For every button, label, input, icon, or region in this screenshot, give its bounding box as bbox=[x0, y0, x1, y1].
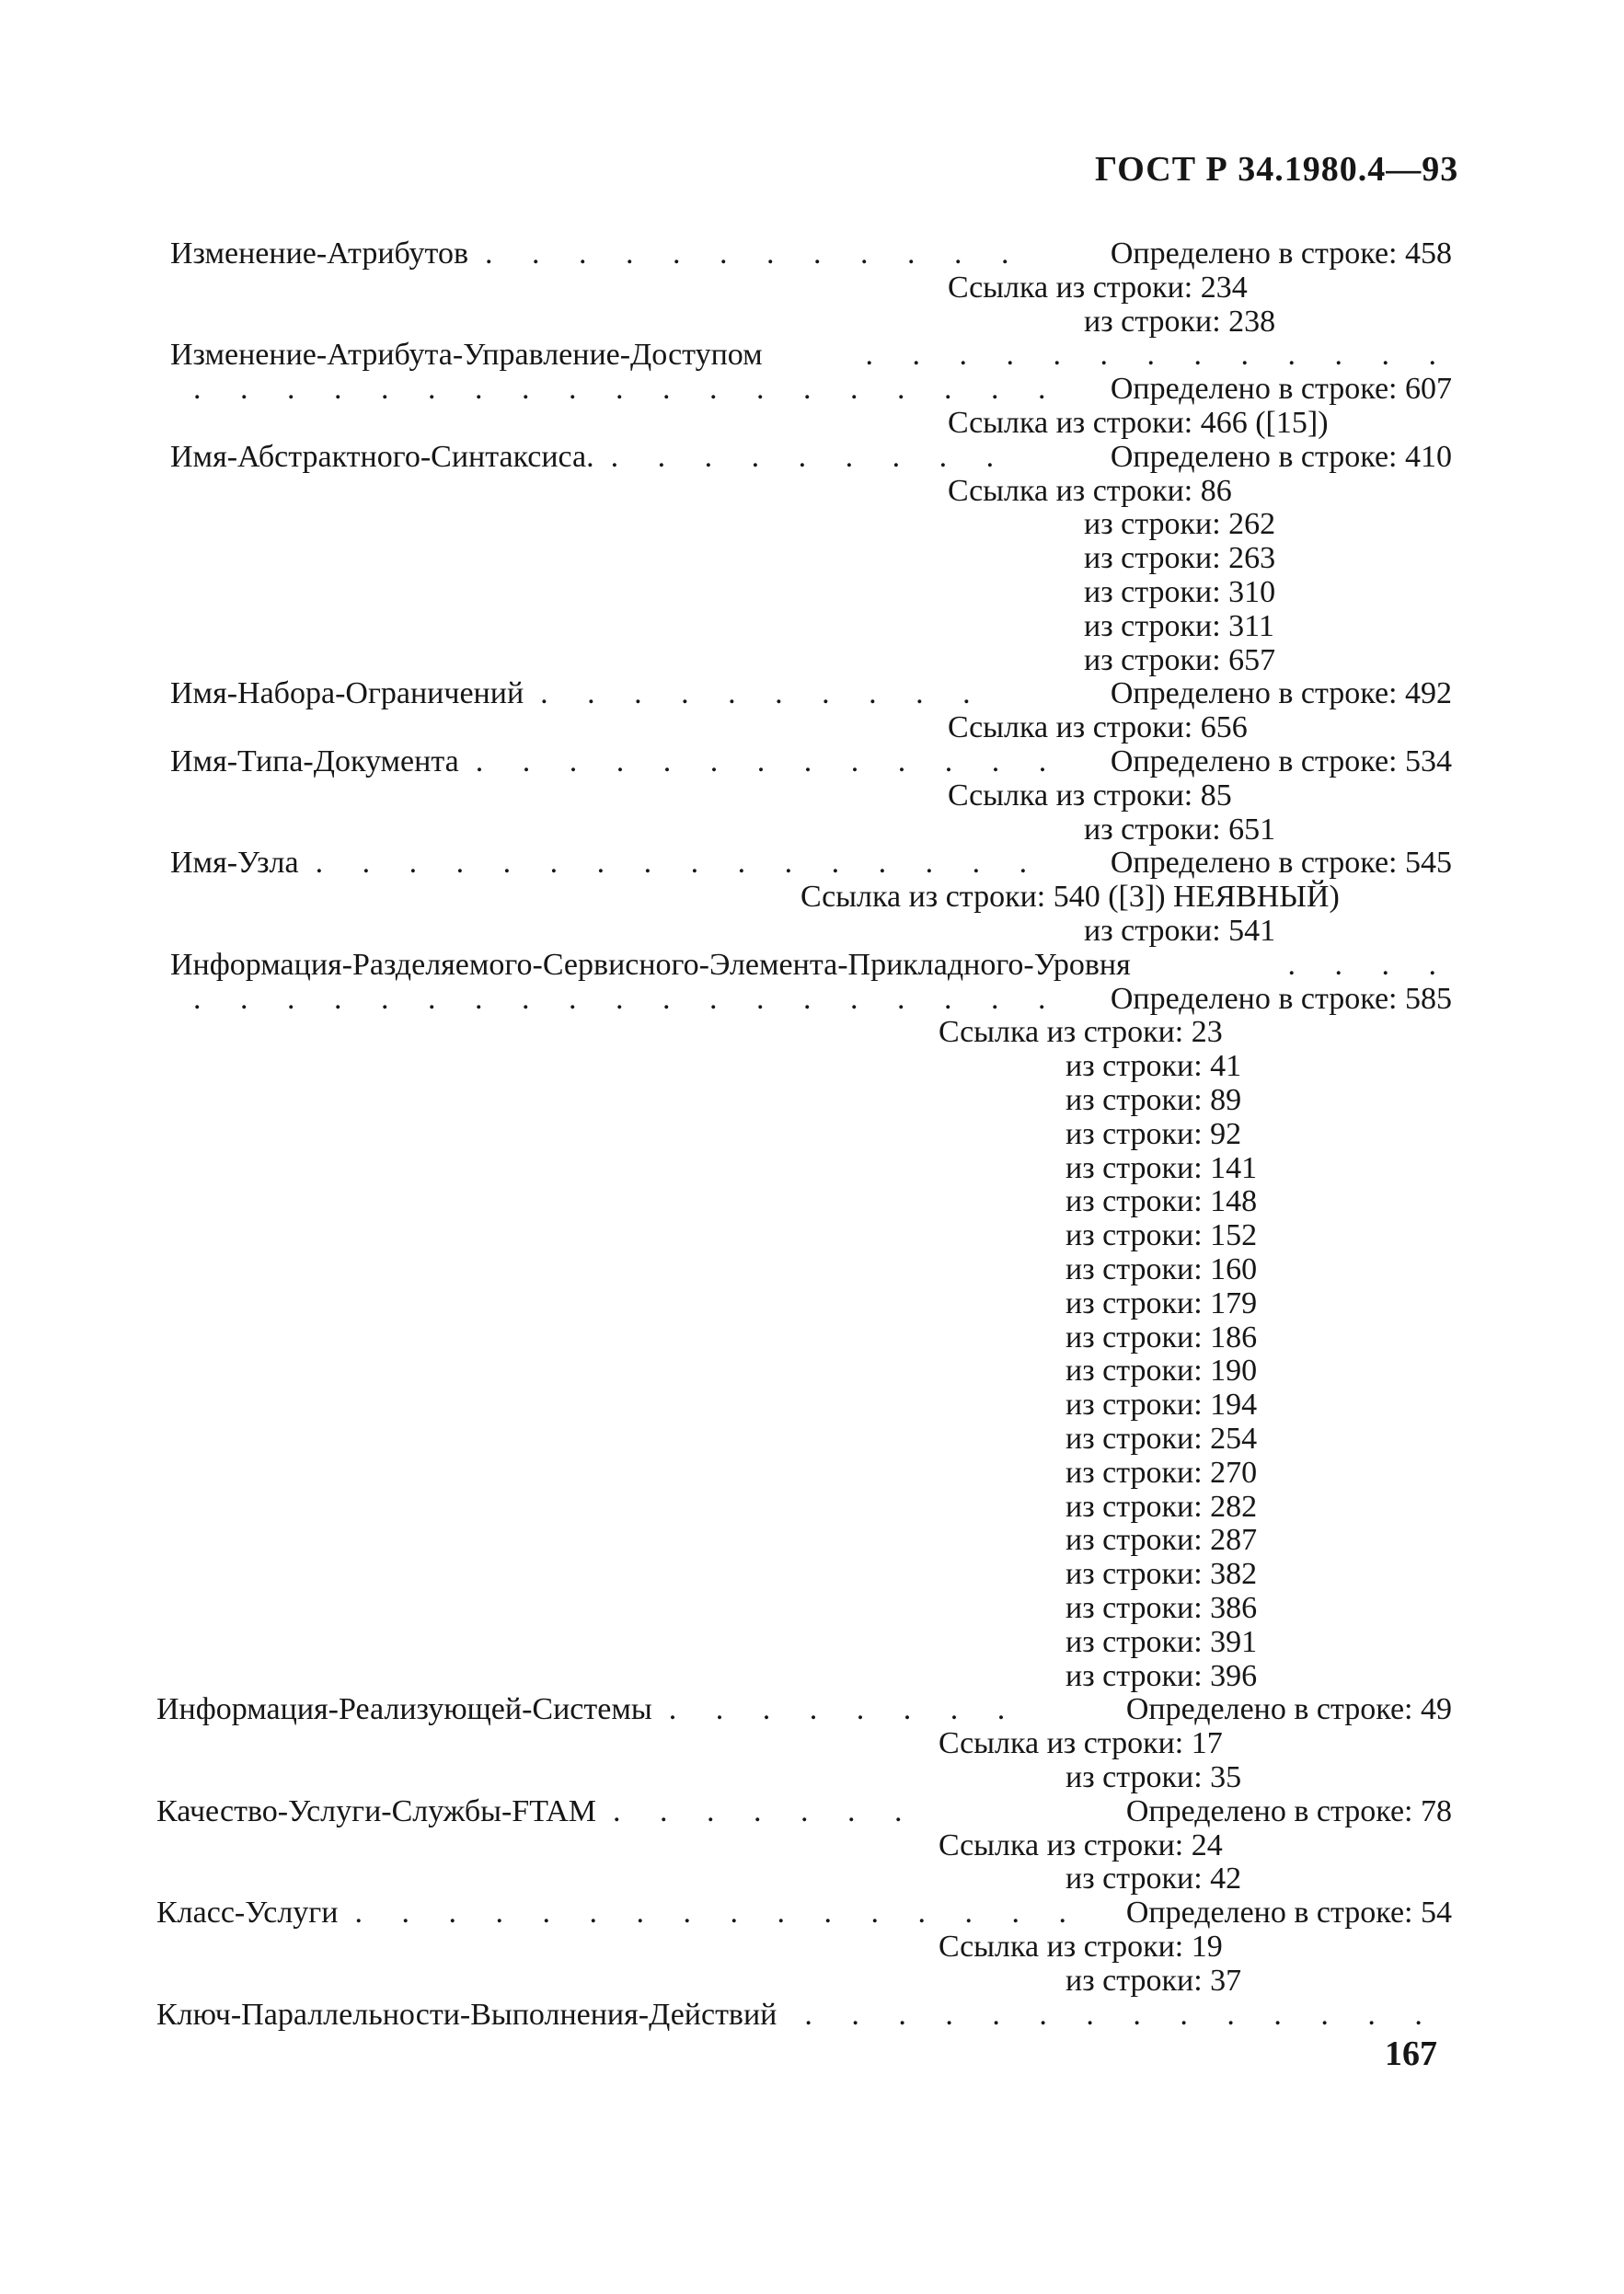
index-term: Имя-Набора-Ограничений bbox=[170, 676, 524, 711]
index-term: Информация-Разделяемого-Сервисного-Элемента-Прикладного-Уровня bbox=[170, 947, 1131, 982]
reference-line: из строки: 186 bbox=[1065, 1320, 1258, 1354]
reference-line: Ссылка из строки: 656 bbox=[948, 710, 1248, 745]
definition-line: Определено в строке: 49 bbox=[1125, 1692, 1452, 1727]
page-number: 167 bbox=[1385, 2035, 1437, 2073]
reference-line: из строки: 190 bbox=[1065, 1354, 1258, 1389]
reference-line: из строки: 42 bbox=[1065, 1862, 1242, 1896]
reference-line: из строки: 270 bbox=[1065, 1455, 1258, 1490]
reference-line: Ссылка из строки: 19 bbox=[939, 1930, 1223, 1964]
dot-leader: . . . . . . . . . . . . . . . . . . . bbox=[193, 981, 1062, 1016]
reference-line: Ссылка из строки: 86 bbox=[948, 473, 1232, 508]
reference-line: Ссылка из строки: 85 bbox=[948, 778, 1232, 813]
reference-line: из строки: 141 bbox=[1065, 1150, 1258, 1185]
reference-line: из строки: 310 bbox=[1084, 575, 1276, 609]
document-header: ГОСТ Р 34.1980.4—93 bbox=[1095, 150, 1459, 189]
reference-line: из строки: 386 bbox=[1065, 1591, 1258, 1625]
reference-line: из строки: 254 bbox=[1065, 1422, 1258, 1456]
definition-line: Определено в строке: 585 bbox=[1110, 981, 1452, 1016]
dot-leader: . . . . . . . . . . . . . . . . . . . bbox=[193, 372, 1062, 407]
definition-line: Определено в строке: 492 bbox=[1110, 676, 1452, 711]
reference-line: из строки: 287 bbox=[1065, 1523, 1258, 1558]
reference-line: из строки: 152 bbox=[1065, 1218, 1258, 1253]
reference-line: Ссылка из строки: 234 bbox=[948, 270, 1248, 305]
index-term: Изменение-Атрибутов bbox=[170, 236, 468, 271]
index-term: Класс-Услуги bbox=[156, 1896, 339, 1931]
reference-line: из строки: 651 bbox=[1084, 812, 1276, 847]
index-term: Ключ-Параллельности-Выполнения-Действий bbox=[156, 1997, 777, 2032]
reference-line: из строки: 37 bbox=[1065, 1963, 1242, 1998]
reference-line: из строки: 92 bbox=[1065, 1116, 1242, 1151]
dot-leader: . . . . . . . bbox=[613, 1793, 918, 1828]
dot-leader: . . . . . . . . . bbox=[610, 439, 1010, 474]
dot-leader: . . . . . . . . . . . . . . bbox=[804, 1997, 1438, 2032]
dot-leader: . . . . . . . . . . . . . . . . bbox=[354, 1896, 1082, 1931]
reference-line: из строки: 148 bbox=[1065, 1184, 1258, 1219]
reference-line: из строки: 179 bbox=[1065, 1285, 1258, 1320]
dot-leader: . . . . . . . . . . . . bbox=[485, 236, 1025, 271]
reference-line: из строки: 238 bbox=[1084, 304, 1276, 339]
dot-leader: . . . . . . . . bbox=[668, 1692, 1021, 1727]
reference-line: из строки: 194 bbox=[1065, 1388, 1258, 1423]
reference-line: Ссылка из строки: 540 ([3]) НЕЯВНЫЙ) bbox=[800, 880, 1340, 915]
index-term: Имя-Абстрактного-Синтаксиса. bbox=[170, 439, 594, 474]
reference-line: из строки: 35 bbox=[1065, 1760, 1242, 1794]
definition-line: Определено в строке: 607 bbox=[1110, 372, 1452, 407]
dot-leader: . . . . . . . . . . . . . bbox=[865, 338, 1452, 373]
dot-leader: . . . . . . . . . . bbox=[540, 676, 986, 711]
dot-leader: . . . . . . . . . . . . . . . . bbox=[315, 846, 1043, 881]
reference-line: из строки: 160 bbox=[1065, 1252, 1258, 1286]
reference-line: из строки: 657 bbox=[1084, 642, 1276, 677]
index-term: Качество-Услуги-Службы-FTAM bbox=[156, 1793, 597, 1828]
reference-line: из строки: 311 bbox=[1084, 608, 1274, 643]
reference-line: из строки: 89 bbox=[1065, 1083, 1242, 1117]
dot-leader: . . . . . . . . . . . . . bbox=[475, 744, 1063, 778]
reference-line: из строки: 282 bbox=[1065, 1489, 1258, 1524]
reference-line: из строки: 382 bbox=[1065, 1557, 1258, 1592]
reference-line: из строки: 391 bbox=[1065, 1624, 1258, 1659]
definition-line: Определено в строке: 410 bbox=[1110, 439, 1452, 474]
reference-line: Ссылка из строки: 466 ([15]) bbox=[948, 406, 1329, 440]
reference-line: из строки: 541 bbox=[1084, 914, 1276, 948]
definition-line: Определено в строке: 534 bbox=[1110, 744, 1452, 778]
index-term: Изменение-Атрибута-Управление-Доступом bbox=[170, 338, 763, 373]
reference-line: из строки: 41 bbox=[1065, 1049, 1242, 1084]
index-term: Имя-Узла bbox=[170, 846, 299, 881]
reference-line: из строки: 263 bbox=[1084, 541, 1276, 576]
index-term: Информация-Реализующей-Системы bbox=[156, 1692, 652, 1727]
definition-line: Определено в строке: 458 bbox=[1110, 236, 1452, 271]
definition-line: Определено в строке: 78 bbox=[1125, 1793, 1452, 1828]
reference-line: Ссылка из строки: 23 bbox=[939, 1015, 1223, 1050]
definition-line: Определено в строке: 54 bbox=[1125, 1896, 1452, 1931]
reference-line: из строки: 396 bbox=[1065, 1658, 1258, 1693]
dot-leader: . . . . bbox=[1287, 947, 1452, 982]
index-term: Имя-Типа-Документа bbox=[170, 744, 459, 778]
reference-line: Ссылка из строки: 24 bbox=[939, 1827, 1223, 1862]
definition-line: Определено в строке: 545 bbox=[1110, 846, 1452, 881]
reference-line: Ссылка из строки: 17 bbox=[939, 1726, 1223, 1761]
reference-line: из строки: 262 bbox=[1084, 507, 1276, 542]
